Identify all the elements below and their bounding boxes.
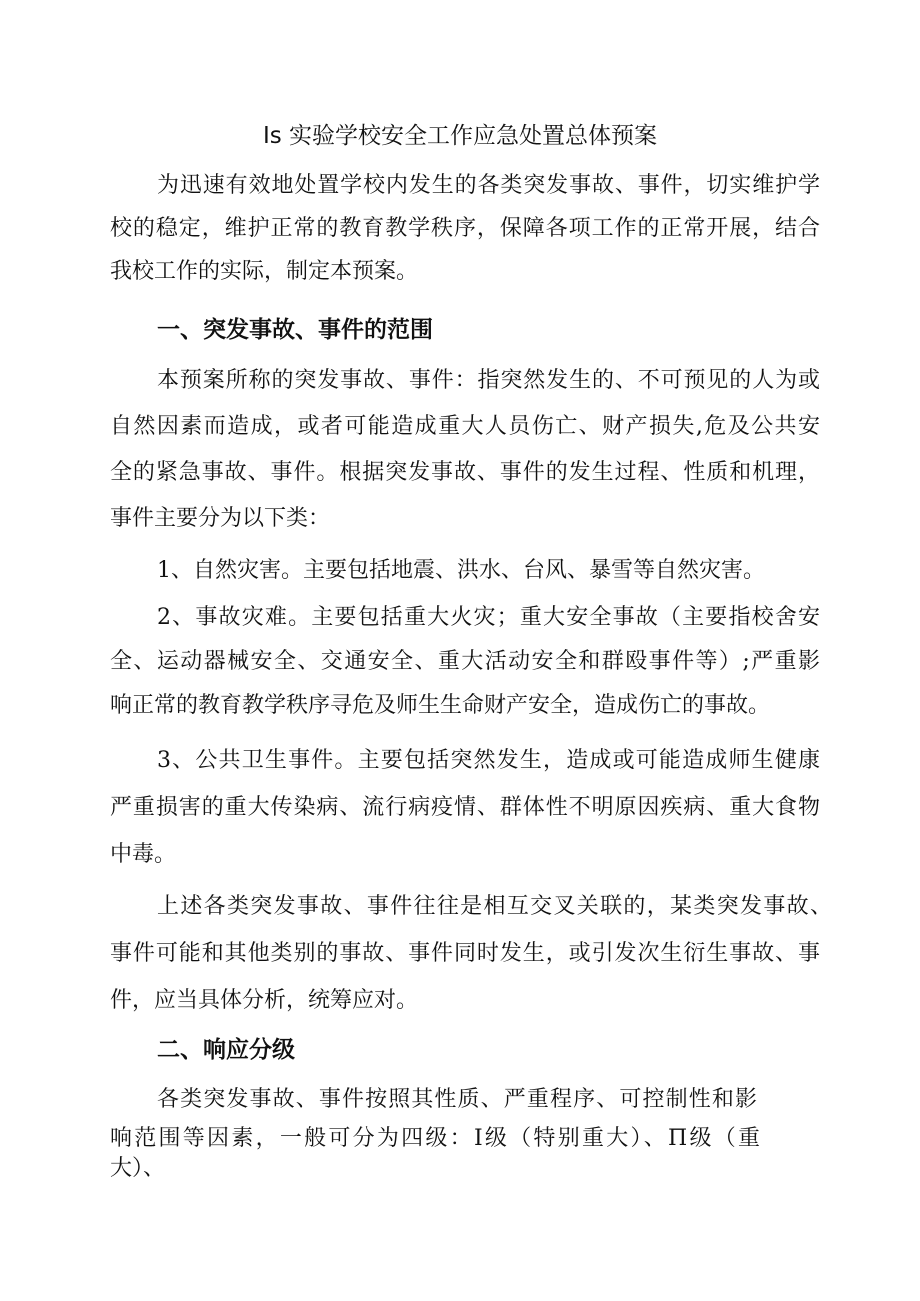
intro-line: 为迅速有效地处置学校内发生的各类突发事故、事件，切实维护学 xyxy=(157,173,820,198)
paragraph-line: 事件主要分为以下类： xyxy=(110,506,331,531)
list-item-2-line: 全、运动器械安全、交通安全、重大活动安全和群殴事件等）;严重影 xyxy=(110,649,820,674)
paragraph-line: 响范围等因素，一般可分为四级：I级（特别重大）、Π级（重 xyxy=(110,1126,760,1151)
list-item-1: 1、自然灾害。主要包括地震、洪水、台风、暴雪等自然灾害。 xyxy=(157,558,765,583)
document-title: Is 实验学校安全工作应急处置总体预案 xyxy=(262,123,658,149)
list-item-3-line: 严重损害的重大传染病、流行病疫情、群体性不明原因疾病、重大食物 xyxy=(110,795,820,820)
list-item-3-line: 中毒。 xyxy=(110,842,177,867)
paragraph-line: 件，应当具体分析，统筹应对。 xyxy=(110,988,419,1013)
intro-line: 校的稳定，维护正常的教育教学秩序，保障各项工作的正常开展，结合 xyxy=(110,216,820,241)
section-heading-2: 二、响应分级 xyxy=(157,1037,295,1063)
paragraph-line: 事件可能和其他类别的事故、事件同时发生，或引发次生衍生事故、事 xyxy=(110,941,820,966)
paragraph-line: 上述各类突发事故、事件往往是相互交叉关联的，某类突发事故、 xyxy=(157,894,832,919)
paragraph-line: 自然因素而造成，或者可能造成重大人员伤亡、财产损失,危及公共安 xyxy=(110,414,820,439)
list-item-2-line: 响正常的教育教学秩序寻危及师生生命财产安全，造成伤亡的事故。 xyxy=(110,693,771,718)
section-heading-1: 一、突发事故、事件的范围 xyxy=(157,317,433,343)
paragraph-line: 大）、 xyxy=(110,1156,166,1181)
paragraph-line: 全的紧急事故、事件。根据突发事故、事件的发生过程、性质和机理， xyxy=(110,460,820,485)
list-item-2-line: 2、事故灾难。主要包括重大火灾；重大安全事故（主要指校舍安 xyxy=(157,605,820,630)
paragraph-line: 本预案所称的突发事故、事件：指突然发生的、不可预见的人为或 xyxy=(157,368,820,393)
paragraph-line: 各类突发事故、事件按照其性质、严重程序、可控制性和影 xyxy=(157,1087,757,1112)
list-item-3-line: 3、公共卫生事件。主要包括突然发生，造成或可能造成师生健康 xyxy=(157,748,820,773)
intro-line: 我校工作的实际，制定本预案。 xyxy=(110,259,419,284)
